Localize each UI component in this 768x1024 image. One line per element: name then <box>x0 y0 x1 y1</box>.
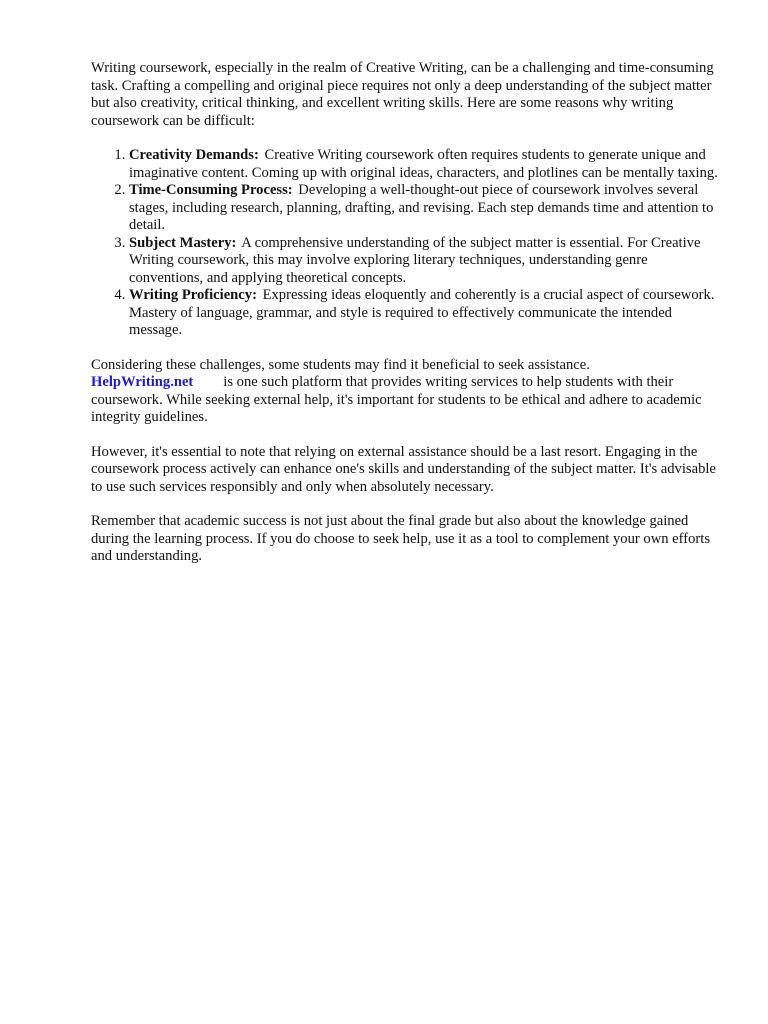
list-item <box>129 235 723 288</box>
reason-term: Writing Proficiency: <box>129 287 257 303</box>
reason-text: Expressing ideas eloquently and coherently is a crucial aspect of coursework. Mastery of language, grammar, and style is required to effectively communicate the intended message. <box>129 287 715 338</box>
assistance-paragraph <box>91 357 723 427</box>
reason-term: Creativity Demands: <box>129 147 259 163</box>
caution-paragraph: However, it's essential to note that relying on external assistance should be a last resort. Engaging in the coursework process actively can enhance one's skills and understanding of the subject matter. It's advisable to use such services responsibly and only when absolutely necessary. <box>91 443 716 495</box>
list-item <box>129 182 723 235</box>
closing-paragraph: Remember that academic success is not just about the final grade but also about the knowledge gained during the learning process. If you do choose to seek help, use it as a tool to complement your own efforts and understanding. <box>91 513 711 564</box>
reason-term: Subject Mastery: <box>129 234 237 251</box>
reason-text: Developing a well-thought-out piece of coursework involves several stages, including research, planning, drafting, and revising. Each step demands time and attention to detail. <box>129 182 714 233</box>
intro-paragraph: Writing coursework, especially in the realm of Creative Writing, can be a challenging and time-consuming task. Crafting a compelling and original piece requires not only a deep understanding of the subject matter but also creativity, critical thinking, and excellent writing skills. Here are some reasons why writing coursework can be difficult: <box>91 60 714 129</box>
reason-text: Creative Writing coursework often requires students to generate unique and imaginative content. Coming up with original ideas, characters, and plotlines can be mentally taxing. <box>129 147 718 181</box>
reasons-list <box>91 147 723 340</box>
reason-text: A comprehensive understanding of the subject matter is essential. For Creative Writing coursework, this may involve exploring literary techniques, understanding genre conventions, and applying theoretical concepts. <box>129 234 701 286</box>
assistance-rest: is one such platform that provides writing services to help students with their coursework. While seeking external help, it's important for students to be ethical and adhere to academic integrity guidelines. <box>91 374 702 425</box>
list-item <box>129 287 723 340</box>
helpwriting-link[interactable]: HelpWriting.net <box>91 374 194 390</box>
list-item <box>129 147 723 182</box>
assistance-lead: Considering these challenges, some students may find it beneficial to seek assistance. <box>91 356 590 373</box>
document-page <box>91 60 723 583</box>
reason-term: Time-Consuming Process: <box>129 182 293 198</box>
